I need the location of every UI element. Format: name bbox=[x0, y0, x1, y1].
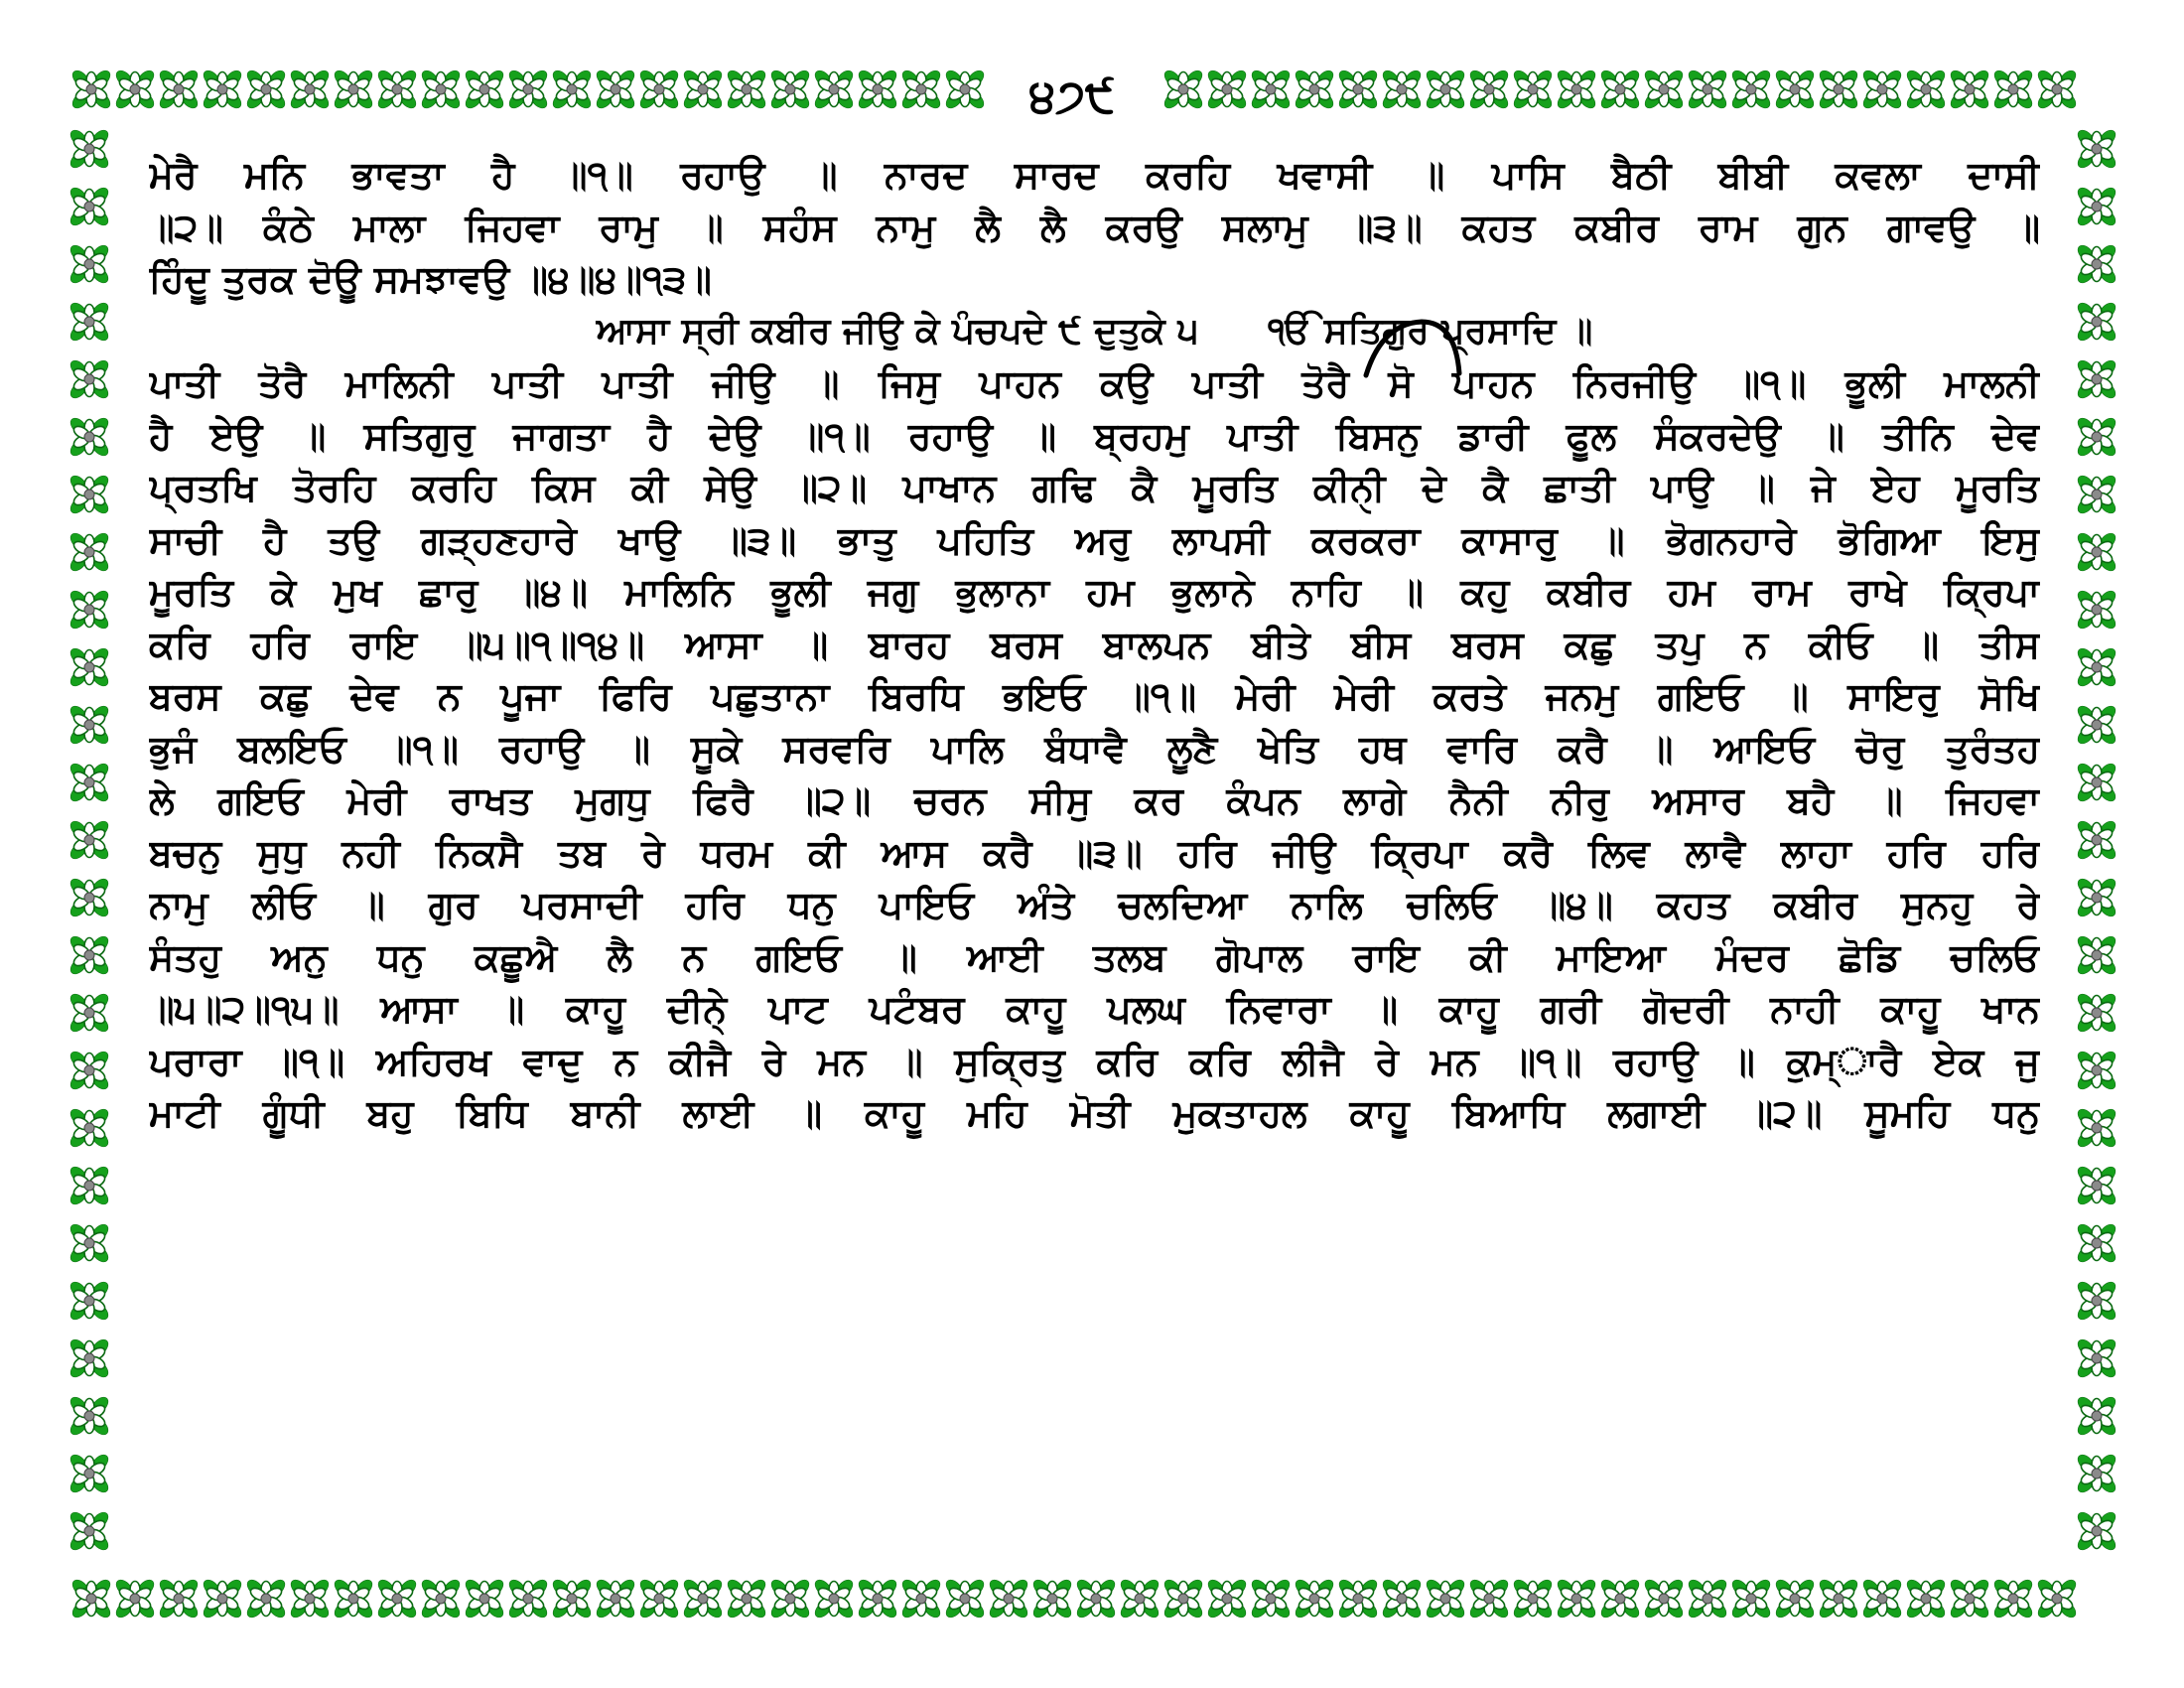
green-flower-icon bbox=[65, 930, 114, 980]
green-flower-icon bbox=[2072, 412, 2121, 462]
page-number: ੪੭੯ bbox=[1013, 66, 1132, 125]
shabad-heading bbox=[149, 306, 2040, 358]
green-flower-icon bbox=[2072, 182, 2121, 231]
text-line-11: ਬਰਸ ਕਛੁ ਦੇਵ ਨ ਪੂਜਾ ਫਿਰਿ ਪਛੁਤਾਨਾ ਬਿਰਧਿ ਭਇਓ ॥੧॥ ਮੇਰੀ ਮੇਰੀ ਕਰਤੇ ਜਨਮੁ ਗਇਓ ॥ ਸਾਇਰੁ ਸੋਖਿ bbox=[149, 674, 2040, 718]
text-line-9: ਮੂਰਤਿ ਕੇ ਮੁਖ ਛਾਰੁ ॥੪॥ ਮਾਲਿਨਿ ਭੂਲੀ ਜਗੁ ਭੁਲਾਨਾ ਹਮ ਭੁਲਾਨੇ ਨਾਹਿ ॥ ਕਹੁ ਕਬੀਰ ਹਮ ਰਾਮ ਰਾਖੇ ਕ੍ਰਿਪਾ bbox=[149, 570, 2040, 614]
green-flower-icon bbox=[1377, 65, 1427, 114]
green-flower-icon bbox=[65, 1103, 114, 1153]
green-flower-icon bbox=[634, 65, 684, 114]
green-flower-icon bbox=[2072, 239, 2121, 289]
green-flower-icon bbox=[2072, 700, 2121, 750]
green-flower-icon bbox=[65, 1046, 114, 1095]
green-flower-icon bbox=[65, 470, 114, 519]
green-flower-icon bbox=[154, 65, 204, 114]
text-line-5: ਪਾਤੀ ਤੋਰੈ ਮਾਲਿਨੀ ਪਾਤੀ ਪਾਤੀ ਜੀਉ ॥ ਜਿਸੁ ਪਾਹਨ ਕਉ ਪਾਤੀ ਤੋਰੈ ਸੋ ਪਾਹਨ ਨਿਰਜੀਉ ॥੧॥ ਭੂਲੀ ਮਾਲਨੀ bbox=[149, 361, 2040, 405]
green-flower-icon bbox=[241, 65, 291, 114]
green-flower-icon bbox=[1333, 65, 1383, 114]
green-flower-icon bbox=[940, 1574, 990, 1623]
green-flower-icon bbox=[65, 642, 114, 692]
green-flower-icon bbox=[2072, 297, 2121, 347]
green-flower-icon bbox=[110, 1574, 160, 1623]
green-flower-icon bbox=[460, 1574, 509, 1623]
green-flower-icon bbox=[2072, 1103, 2121, 1153]
text-line-7: ਪ੍ਰਤਖਿ ਤੋਰਹਿ ਕਰਹਿ ਕਿਸ ਕੀ ਸੇਉ ॥੨॥ ਪਾਖਾਨ ਗਢਿ ਕੈ ਮੂਰਤਿ ਕੀਨੑੀ ਦੇ ਕੈ ਛਾਤੀ ਪਾਉ ॥ ਜੇ ਏਹ ਮੂਰਤਿ bbox=[149, 466, 2040, 509]
green-flower-icon bbox=[591, 1574, 640, 1623]
green-flower-icon bbox=[1683, 1574, 1732, 1623]
green-flower-icon bbox=[65, 700, 114, 750]
green-flower-icon bbox=[65, 1218, 114, 1268]
text-line-1: ਮੇਰੈ ਮਨਿ ਭਾਵਤਾ ਹੈ ॥੧॥ ਰਹਾਉ ॥ ਨਾਰਦ ਸਾਰਦ ਕਰਹਿ ਖਵਾਸੀ ॥ ਪਾਸਿ ਬੈਠੀ ਬੀਬੀ ਕਵਲਾ ਦਾਸੀ bbox=[149, 153, 2040, 197]
green-flower-icon bbox=[65, 815, 114, 865]
green-flower-icon bbox=[67, 65, 116, 114]
ik-onkar-arc-icon bbox=[1360, 316, 1469, 387]
green-flower-icon bbox=[1814, 1574, 1863, 1623]
green-flower-icon bbox=[65, 988, 114, 1038]
text-line-17: ॥੫॥੨॥੧੫॥ ਆਸਾ ॥ ਕਾਹੂ ਦੀਨੇ੍ ਪਾਟ ਪਟੰਬਰ ਕਾਹੂ ਪਲਘ ਨਿਵਾਰਾ ॥ ਕਾਹੂ ਗਰੀ ਗੋਦਰੀ ਨਾਹੀ ਕਾਹੂ ਖਾਨ bbox=[149, 987, 2040, 1031]
green-flower-icon bbox=[503, 1574, 553, 1623]
green-flower-icon bbox=[1683, 65, 1732, 114]
green-flower-icon bbox=[198, 65, 247, 114]
green-flower-icon bbox=[1071, 1574, 1121, 1623]
green-flower-icon bbox=[65, 1391, 114, 1441]
green-flower-icon bbox=[2072, 1276, 2121, 1326]
green-flower-icon bbox=[416, 65, 466, 114]
text-line-15: ਨਾਮੁ ਲੀਓ ॥ ਗੁਰ ਪਰਸਾਦੀ ਹਰਿ ਧਨੁ ਪਾਇਓ ਅੰਤੇ ਚਲਦਿਆ ਨਾਲਿ ਚਲਿਓ ॥੪॥ ਕਹਤ ਕਬੀਰ ਸੁਨਹੁ ਰੇ bbox=[149, 883, 2040, 926]
green-flower-icon bbox=[1770, 65, 1820, 114]
green-flower-icon bbox=[1508, 1574, 1558, 1623]
green-flower-icon bbox=[65, 182, 114, 231]
green-flower-icon bbox=[1595, 1574, 1645, 1623]
green-flower-icon bbox=[372, 65, 422, 114]
green-flower-icon bbox=[940, 65, 990, 114]
green-flower-icon bbox=[1726, 65, 1776, 114]
green-flower-icon bbox=[722, 65, 771, 114]
green-flower-icon bbox=[1464, 65, 1514, 114]
green-flower-icon bbox=[1857, 1574, 1907, 1623]
green-flower-icon bbox=[1159, 1574, 1208, 1623]
green-flower-icon bbox=[1202, 65, 1252, 114]
green-flower-icon bbox=[67, 1574, 116, 1623]
green-flower-icon bbox=[154, 1574, 204, 1623]
green-flower-icon bbox=[2072, 354, 2121, 404]
green-flower-icon bbox=[65, 527, 114, 577]
green-flower-icon bbox=[65, 239, 114, 289]
green-flower-icon bbox=[2072, 527, 2121, 577]
green-flower-icon bbox=[2072, 1506, 2121, 1556]
text-line-3: ਹਿੰਦੂ ਤੁਰਕ ਦੋਊ ਸਮਝਾਵਉ ॥੪॥੪॥੧੩॥ bbox=[149, 257, 712, 301]
green-flower-icon bbox=[2072, 124, 2121, 174]
green-flower-icon bbox=[2032, 1574, 2082, 1623]
green-flower-icon bbox=[241, 1574, 291, 1623]
green-flower-icon bbox=[1377, 1574, 1427, 1623]
green-flower-icon bbox=[65, 758, 114, 807]
green-flower-icon bbox=[372, 1574, 422, 1623]
green-flower-icon bbox=[1814, 65, 1863, 114]
text-line-12: ਭੁਜੰ ਬਲਇਓ ॥੧॥ ਰਹਾਉ ॥ ਸੂਕੇ ਸਰਵਰਿ ਪਾਲਿ ਬੰਧਾਵੈ ਲੂਣੈ ਖੇਤਿ ਹਥ ਵਾਰਿ ਕਰੈ ॥ ਆਇਓ ਚੋਰੁ ਤੁਰੰਤਹ bbox=[149, 726, 2040, 771]
green-flower-icon bbox=[2072, 758, 2121, 807]
green-flower-icon bbox=[1333, 1574, 1383, 1623]
green-flower-icon bbox=[2072, 470, 2121, 519]
green-flower-icon bbox=[285, 1574, 335, 1623]
text-line-8: ਸਾਚੀ ਹੈ ਤਉ ਗੜ੍ਹਣਹਾਰੇ ਖਾਉ ॥੩॥ ਭਾਤੁ ਪਹਿਤਿ ਅਰੁ ਲਾਪਸੀ ਕਰਕਰਾ ਕਾਸਾਰੁ ॥ ਭੋਗਨਹਾਰੇ ਭੋਗਿਆ ਇਸੁ bbox=[149, 517, 2040, 562]
green-flower-icon bbox=[198, 1574, 247, 1623]
green-flower-icon bbox=[1115, 1574, 1164, 1623]
green-flower-icon bbox=[65, 412, 114, 462]
green-flower-icon bbox=[1770, 1574, 1820, 1623]
green-flower-icon bbox=[2072, 930, 2121, 980]
green-flower-icon bbox=[547, 65, 597, 114]
text-line-13: ਲੇ ਗਇਓ ਮੇਰੀ ਰਾਖਤ ਮੁਗਧੁ ਫਿਰੈ ॥੨॥ ਚਰਨ ਸੀਸੁ ਕਰ ਕੰਪਨ ਲਾਗੇ ਨੈਨੀ ਨੀਰੁ ਅਸਾਰ ਬਹੈ ॥ ਜਿਹਵਾ bbox=[149, 778, 2040, 822]
green-flower-icon bbox=[65, 873, 114, 922]
heading-title: ਆਸਾ ਸ੍ਰੀ ਕਬੀਰ ਜੀਉ ਕੇ ਪੰਚਪਦੇ ੯ ਦੁਤੁਕੇ ੫ bbox=[596, 310, 1199, 352]
green-flower-icon bbox=[329, 1574, 378, 1623]
text-line-2: ॥੨॥ ਕੰਠੇ ਮਾਲਾ ਜਿਹਵਾ ਰਾਮੁ ॥ ਸਹੰਸ ਨਾਮੁ ਲੈ ਲੈ ਕਰਉ ਸਲਾਮੁ ॥੩॥ ਕਹਤ ਕਬੀਰ ਰਾਮ ਗੁਨ ਗਾਵਉ ॥ bbox=[149, 205, 2040, 249]
green-flower-icon bbox=[2072, 988, 2121, 1038]
text-block bbox=[149, 149, 2040, 1140]
green-flower-icon bbox=[1945, 65, 1994, 114]
green-flower-icon bbox=[547, 1574, 597, 1623]
green-flower-icon bbox=[984, 1574, 1033, 1623]
green-flower-icon bbox=[1421, 1574, 1470, 1623]
green-flower-icon bbox=[678, 1574, 728, 1623]
green-flower-icon bbox=[65, 1334, 114, 1383]
green-flower-icon bbox=[110, 65, 160, 114]
green-flower-icon bbox=[1508, 65, 1558, 114]
green-flower-icon bbox=[2072, 585, 2121, 634]
green-flower-icon bbox=[722, 1574, 771, 1623]
green-flower-icon bbox=[1552, 65, 1601, 114]
green-flower-icon bbox=[1159, 65, 1208, 114]
green-flower-icon bbox=[1246, 1574, 1296, 1623]
green-flower-icon bbox=[65, 1161, 114, 1210]
green-flower-icon bbox=[1945, 1574, 1994, 1623]
green-flower-icon bbox=[65, 354, 114, 404]
green-flower-icon bbox=[1639, 65, 1689, 114]
green-flower-icon bbox=[2072, 642, 2121, 692]
green-flower-icon bbox=[1246, 65, 1296, 114]
green-flower-icon bbox=[1290, 1574, 1339, 1623]
green-flower-icon bbox=[2072, 873, 2121, 922]
green-flower-icon bbox=[1901, 1574, 1951, 1623]
text-line-6: ਹੈ ਏਉ ॥ ਸਤਿਗੁਰੁ ਜਾਗਤਾ ਹੈ ਦੇਉ ॥੧॥ ਰਹਾਉ ॥ ਬ੍ਰਹਮੁ ਪਾਤੀ ਬਿਸਨੁ ਡਾਰੀ ਫੂਲ ਸੰਕਰਦੇਉ ॥ ਤੀਨਿ ਦੇਵ bbox=[149, 413, 2040, 458]
green-flower-icon bbox=[2072, 1334, 2121, 1383]
green-flower-icon bbox=[285, 65, 335, 114]
green-flower-icon bbox=[65, 585, 114, 634]
text-line-14: ਬਚਨੁ ਸੁਧੁ ਨਹੀ ਨਿਕਸੈ ਤਬ ਰੇ ਧਰਮ ਕੀ ਆਸ ਕਰੈ ॥੩॥ ਹਰਿ ਜੀਉ ਕ੍ਰਿਪਾ ਕਰੈ ਲਿਵ ਲਾਵੈ ਲਾਹਾ ਹਰਿ ਹਰਿ bbox=[149, 830, 2040, 875]
green-flower-icon bbox=[1988, 65, 2038, 114]
green-flower-icon bbox=[2072, 1449, 2121, 1498]
green-flower-icon bbox=[416, 1574, 466, 1623]
text-line-10: ਕਰਿ ਹਰਿ ਰਾਇ ॥੫॥੧॥੧੪॥ ਆਸਾ ॥ ਬਾਰਹ ਬਰਸ ਬਾਲਪਨ ਬੀਤੇ ਬੀਸ ਬਰਸ ਕਛੁ ਤਪੁ ਨ ਕੀਓ ॥ ਤੀਸ bbox=[149, 622, 2040, 666]
green-flower-icon bbox=[1639, 1574, 1689, 1623]
green-flower-icon bbox=[1857, 65, 1907, 114]
text-line-16: ਸੰਤਹੁ ਅਨੁ ਧਨੁ ਕਛੂਐ ਲੈ ਨ ਗਇਓ ॥ ਆਈ ਤਲਬ ਗੋਪਾਲ ਰਾਇ ਕੀ ਮਾਇਆ ਮੰਦਰ ਛੋਡਿ ਚਲਿਓ bbox=[149, 934, 2040, 979]
green-flower-icon bbox=[2072, 1046, 2121, 1095]
green-flower-icon bbox=[65, 297, 114, 347]
green-flower-icon bbox=[809, 1574, 859, 1623]
green-flower-icon bbox=[896, 65, 946, 114]
green-flower-icon bbox=[2072, 1218, 2121, 1268]
green-flower-icon bbox=[65, 1449, 114, 1498]
green-flower-icon bbox=[809, 65, 859, 114]
green-flower-icon bbox=[1027, 1574, 1077, 1623]
green-flower-icon bbox=[1901, 65, 1951, 114]
green-flower-icon bbox=[853, 65, 902, 114]
green-flower-icon bbox=[2032, 65, 2082, 114]
green-flower-icon bbox=[1290, 65, 1339, 114]
green-flower-icon bbox=[1988, 1574, 2038, 1623]
green-flower-icon bbox=[765, 65, 815, 114]
green-flower-icon bbox=[2072, 1161, 2121, 1210]
green-flower-icon bbox=[2072, 815, 2121, 865]
green-flower-icon bbox=[1552, 1574, 1601, 1623]
green-flower-icon bbox=[65, 1506, 114, 1556]
green-flower-icon bbox=[591, 65, 640, 114]
green-flower-icon bbox=[634, 1574, 684, 1623]
green-flower-icon bbox=[853, 1574, 902, 1623]
green-flower-icon bbox=[1464, 1574, 1514, 1623]
green-flower-icon bbox=[896, 1574, 946, 1623]
green-flower-icon bbox=[678, 65, 728, 114]
green-flower-icon bbox=[503, 65, 553, 114]
green-flower-icon bbox=[460, 65, 509, 114]
ik-onkar-invocation: ੴ ਸਤਿਗੁਰ ਪ੍ਰਸਾਦਿ ॥ bbox=[1268, 310, 1593, 352]
green-flower-icon bbox=[1421, 65, 1470, 114]
green-flower-icon bbox=[1595, 65, 1645, 114]
green-flower-icon bbox=[65, 124, 114, 174]
text-line-18: ਪਰਾਰਾ ॥੧॥ ਅਹਿਰਖ ਵਾਦੁ ਨ ਕੀਜੈ ਰੇ ਮਨ ॥ ਸੁਕ੍ਰਿਤੁ ਕਰਿ ਕਰਿ ਲੀਜੈ ਰੇ ਮਨ ॥੧॥ ਰਹਾਉ ॥ ਕੁਮ੍ਾਰੈ ਏਕ ਜੁ bbox=[149, 1039, 2040, 1083]
green-flower-icon bbox=[765, 1574, 815, 1623]
green-flower-icon bbox=[1202, 1574, 1252, 1623]
green-flower-icon bbox=[2072, 1391, 2121, 1441]
green-flower-icon bbox=[329, 65, 378, 114]
green-flower-icon bbox=[65, 1276, 114, 1326]
text-line-19: ਮਾਟੀ ਗੂੰਧੀ ਬਹੁ ਬਿਧਿ ਬਾਨੀ ਲਾਈ ॥ ਕਾਹੂ ਮਹਿ ਮੋਤੀ ਮੁਕਤਾਹਲ ਕਾਹੂ ਬਿਆਧਿ ਲਗਾਈ ॥੨॥ ਸੂਮਹਿ ਧਨੁ bbox=[149, 1091, 2040, 1135]
green-flower-icon bbox=[1726, 1574, 1776, 1623]
